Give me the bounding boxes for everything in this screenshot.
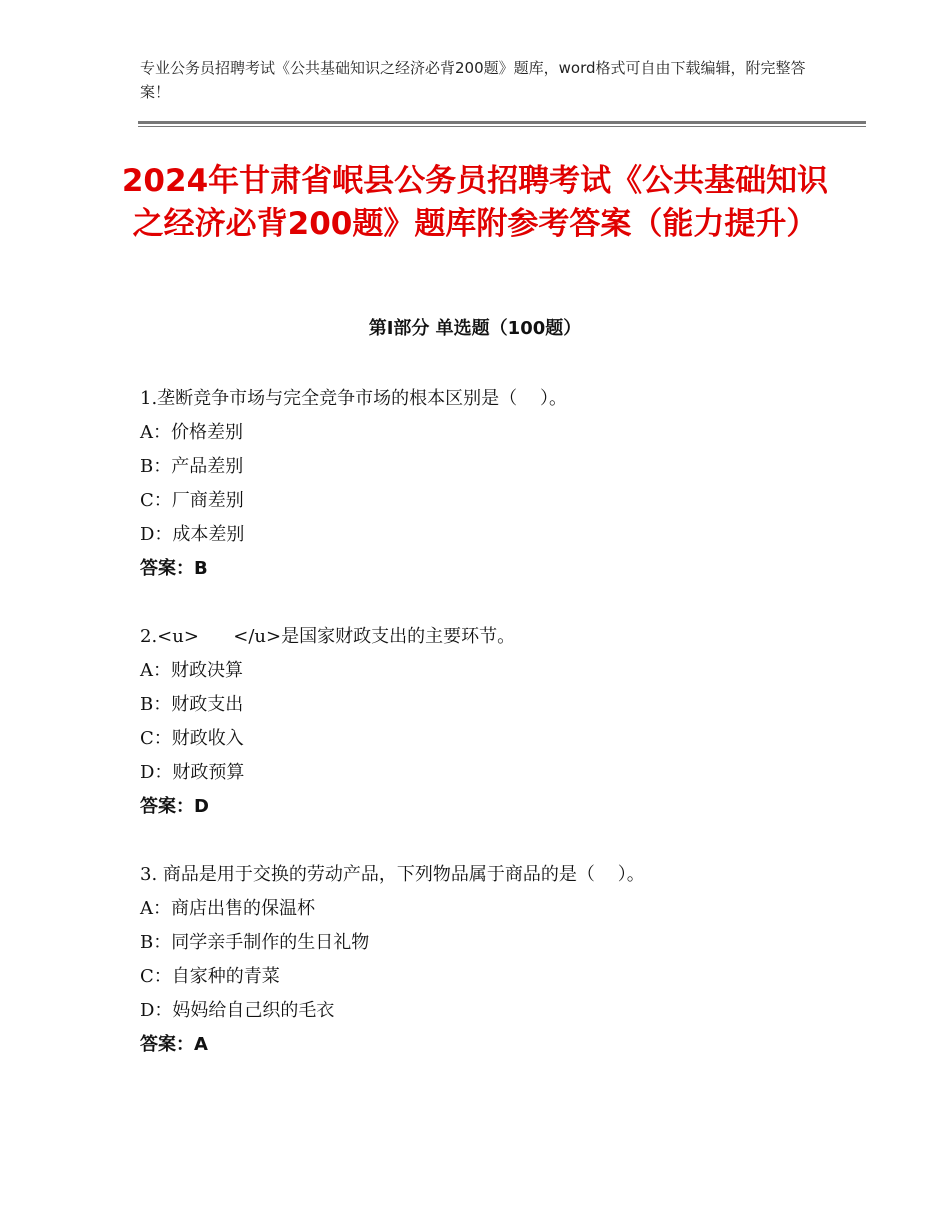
answer-line: 答案：D [140,796,209,817]
document-title: 2024年甘肃省岷县公务员招聘考试《公共基础知识之经济必背200题》题库附参考答案（能力提升） [121,163,829,242]
answer-line: 答案：B [140,558,208,579]
header-rule-thick [138,121,866,124]
option-a: A：价格差别 [140,422,243,443]
option-b: B：产品差别 [140,456,244,477]
option-c: C：厂商差别 [140,490,244,511]
option-d: D：财政预算 [140,762,245,783]
option-a: A：财政决算 [140,660,243,681]
question-1 [140,382,860,586]
question-2 [140,620,860,824]
header-note: 专业公务员招聘考试《公共基础知识之经济必背200题》题库，word格式可自由下载编辑，附完整答案！ [140,59,806,101]
question-stem: 3. 商品是用于交换的劳动产品，下列物品属于商品的是（ ）。 [140,864,645,885]
question-list [140,382,860,1096]
option-c: C：财政收入 [140,728,244,749]
part-heading: 第I部分 单选题（100题） [368,318,582,339]
option-b: B：同学亲手制作的生日礼物 [140,932,370,953]
question-3 [140,858,860,1062]
question-stem: 1.垄断竞争市场与完全竞争市场的根本区别是（ ）。 [140,388,568,409]
header-rule-thin [138,126,866,127]
question-stem: 2.<u> </u>是国家财政支出的主要环节。 [140,626,516,647]
option-c: C：自家种的青菜 [140,966,280,987]
option-b: B：财政支出 [140,694,244,715]
option-d: D：成本差别 [140,524,245,545]
answer-line: 答案：A [140,1034,208,1055]
option-a: A：商店出售的保温杯 [140,898,315,919]
option-d: D：妈妈给自己织的毛衣 [140,1000,335,1021]
